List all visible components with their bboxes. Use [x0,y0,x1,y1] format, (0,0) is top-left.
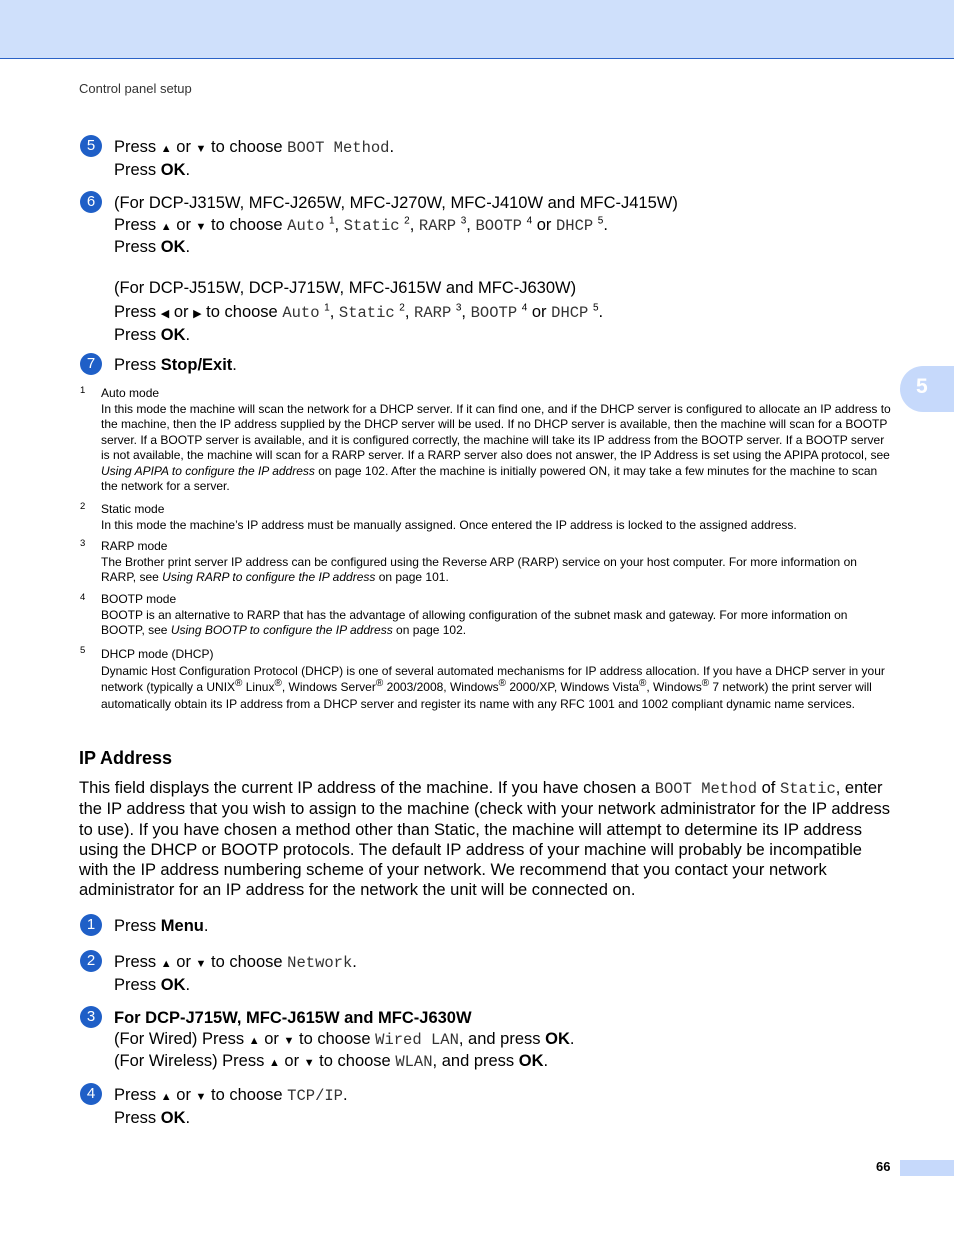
page-number: 66 [876,1159,891,1174]
chapter-tab [900,366,954,412]
step-number-3: 3 [80,1006,102,1028]
step-number-6: 6 [80,191,102,213]
models-a: (For DCP-J315W, MFC-J265W, MFC-J270W, MFC-J410W and MFC-J415W) [114,194,678,212]
footnote-1: Auto mode In this mode the machine will scan the network for a DHCP server. If it can find one, and if the DHCP server is configured to allocate an IP address to the machine, then the IP address supplied by the DHCP server will be used. If no DHCP server is available, then the machine will scan for a BOOTP server. If a BOOTP server is available, and it is configured correctly, the machine will take its IP address from the BOOTP server. If a BOOTP server is not available, the machine will scan for a RARP server. If a RARP server also does not answer, the IP Address is set using the APIPA protocol, see Using APIPA to configure the IP address on page 102. After the machine is initially powered ON, it may take a few minutes for the machine to scan the network for a server. [101,386,891,493]
running-head: Control panel setup [79,81,192,96]
boot-method-value: BOOT Method [287,139,390,157]
step-number-2: 2 [80,950,102,972]
step-number-5: 5 [80,135,102,157]
step-number-4: 4 [80,1083,102,1105]
step-5: Press ▲ or ▼ to choose BOOT Method. Press OK. [114,138,395,179]
step-1: Press Menu. [114,917,209,935]
footnote-5: DHCP mode (DHCP) Dynamic Host Configuration Protocol (DHCP) is one of several automated mechanisms for IP address allocation. If you have a DHCP server in your network (typically a UNIX® Linux®, Windows Server® 2003/2008, Windows® 2000/XP, Windows Vista®, Windows® 7 network) the print server will automatically obtain its IP address from a DHCP server and register its name with any RFC 1001 and 1002 compliant dynamic name services. [101,647,885,711]
footnote-number: 3 [80,538,86,549]
step-number-1: 1 [80,914,102,936]
footer-bar [900,1160,954,1176]
step-4: Press ▲ or ▼ to choose TCP/IP. Press OK. [114,1086,348,1127]
section-title: IP Address [79,748,173,768]
step-number-7: 7 [80,353,102,375]
footnote-3: RARP mode The Brother print server IP address can be configured using the Reverse ARP (RARP) service on your host computer. For more information on RARP, see Using RARP to configure the IP address on page 101. [101,539,857,584]
footnote-number: 5 [80,645,86,656]
section-paragraph: This field displays the current IP address of the machine. If you have chosen a BOOT Method of Static, enter the IP address that you wish to assign to the machine (check with your network administrator for the IP address to use). If you have chosen a method other than Static, the machine will attempt to determine its IP address using the DHCP or BOOTP protocols. The default IP address of your machine will probably be incompatible with the IP address numbering scheme of your network. We recommend that you contact your network administrator for an IP address for the network the unit will be connected on. [79,779,891,900]
footnote-4: BOOTP mode BOOTP is an alternative to RARP that has the advantage of allowing configuration of the subnet mask and gateway. For more information on BOOTP, see Using BOOTP to configure the IP address on page 102. [101,592,848,637]
header-band [0,0,954,59]
chapter-number: 5 [916,375,928,398]
footnote-number: 4 [80,592,86,603]
step-3: For DCP-J715W, MFC-J615W and MFC-J630W (For Wired) Press ▲ or ▼ to choose Wired LAN, and press OK. (For Wireless) Press ▲ or ▼ to choose WLAN, and press OK. [114,1009,575,1071]
step-2: Press ▲ or ▼ to choose Network. Press OK. [114,953,357,994]
models-b: (For DCP-J515W, DCP-J715W, MFC-J615W and MFC-J630W) [114,278,577,297]
footnote-2: Static mode In this mode the machine’s IP address must be manually assigned. Once entered the IP address is locked to the assigned address. [101,502,797,532]
footnote-number: 2 [80,501,86,512]
step-7: Press Stop/Exit. [114,356,237,374]
step-6: (For DCP-J315W, MFC-J265W, MFC-J270W, MFC-J410W and MFC-J415W) Press ▲ or ▼ to choose Auto $^1$, Static $^2$, RARP $^3$, BOOTP $^4$ or DHCP $^5$. Press OK. (For DCP-J515W, DCP-J715W, MFC-J615W and MFC-J630W) Press ◀ or ▶ to choose Auto $^1$, Static $^2$, RARP $^3$, BOOTP $^4$ or DHCP $^5$. Press OK. [114,194,678,344]
footnote-number: 1 [80,385,86,396]
